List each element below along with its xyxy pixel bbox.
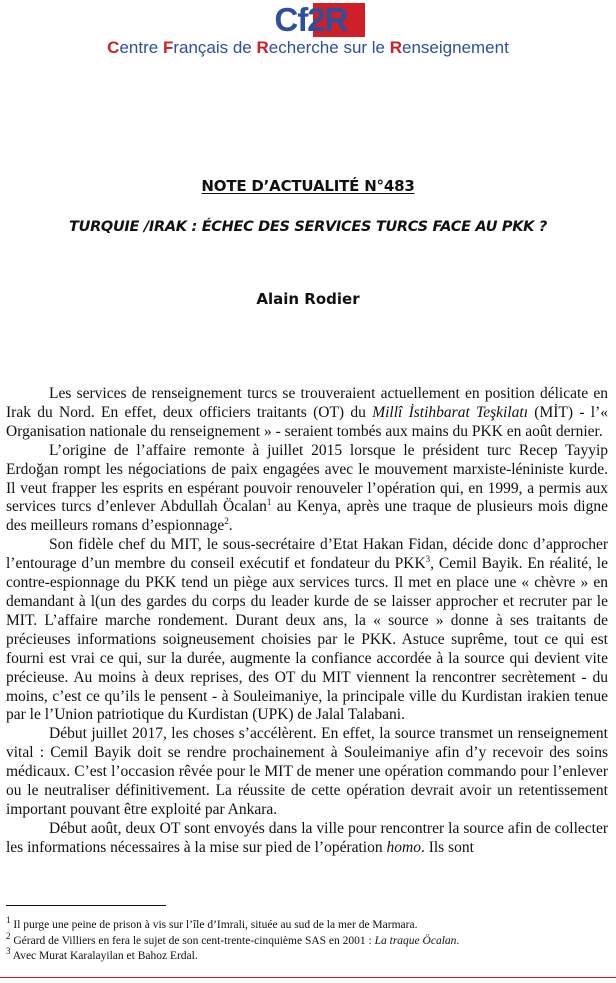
document-title: TURQUIE /IRAK : ÉCHEC DES SERVICES TURCS FACE AU PKK ? (69, 219, 547, 235)
article-body (6, 385, 608, 858)
org-word: enseignement (402, 38, 509, 57)
footnote: $^1$ Il purge une peine de prison à vis sur l’île d’Imrali, située au sud de la mer de Marmara. (6, 915, 418, 931)
org-word: echerche sur le (268, 38, 390, 57)
paragraph: Début août, deux OT sont envoyés dans la ville pour rencontrer la source afin de collecter les informations nécessaires à la mise sur pied de l’opération homo. Ils sont (6, 819, 608, 856)
organization-name (0, 38, 616, 58)
author-name: Alain Rodier (256, 290, 360, 308)
footnote-separator (6, 905, 166, 906)
paragraph: Les services de renseignement turcs se trouveraient actuellement en position délicate en Irak du Nord. En effet, deux officiers traitants (OT) du Millî İstihbarat Teşkilatı (MİT) - l’« Organisation nationale du renseignement » - seraient tombés aux mains du PKK en août dernier. (6, 385, 608, 440)
page-header (0, 0, 616, 62)
footnote-ref[interactable]: 1 (266, 497, 272, 508)
paragraph: Son fidèle chef du MIT, le sous-secrétaire d’Etat Hakan Fidan, décide donc d’approcher l’entourage d’un membre du conseil exécutif et fondateur du PKK$^3$, Cemil Bayik. En réalité, le contre-espionnage du PKK tend un piège aux services turcs. Il met en place une « chèvre » en demandant à l(un des gardes du corps du leader kurde de se laisser approcher et recruter par le MIT. L’affaire marche rondement. Durant deux ans, la « source » donne à ses traitants de précieuses informations soigneusement choisies par le PKK. Astuce suprême, tout ce qui est fourni est vrai ce qui, sur la durée, augmente la confiance accordée à la source qui devient vite précieuse. Au moins à deux reprises, des OT du MIT viennent la rencontrer secrètement - du moins, c’est ce qu’ils le pensent - à Souleimaniye, la principale ville du Kurdistan irakien tenue par le l’Union patriotique du Kurdistan (UPK) de Jalal Talabani. (6, 536, 608, 724)
page-bottom-rule (0, 977, 616, 978)
org-initial: R (256, 38, 269, 57)
footnote: $^3$ Avec Murat Karalayilan et Bahoz Erdal. (6, 946, 198, 962)
org-initial: C (107, 38, 120, 57)
org-initial: F (162, 38, 174, 57)
footnote-ref[interactable]: 3 (425, 554, 431, 564)
logo-text: Cf2R (274, 1, 348, 38)
footnotes (6, 915, 610, 965)
footnote-ref[interactable]: 2 (224, 516, 229, 527)
note-title: NOTE D’ACTUALITÉ N°483 (201, 177, 415, 195)
paragraph: L’origine de l’affaire remonte à juillet 2015 lorsque le président turc Recep Tayyip Erdoğan rompt les négociations de paix engagées avec le mouvement marxiste-léniniste kurde. Il veut frapper les esprits en espérant pouvoir renouveler l’opération qui, en 1999, a permis aux services turcs d’enlever Abdullah Öcalan$^1$ au Kenya, après une traque de plusieurs mois digne des meilleurs romans d’espionnage$^2$. (6, 441, 608, 535)
org-initial: R (389, 38, 403, 57)
org-word: entre (119, 38, 163, 57)
footnote: $^2$ Gérard de Villiers en fera le sujet de son cent-trente-cinquième SAS en 2001 : La traque Öcalan. (6, 930, 460, 947)
org-word: rançais de (173, 38, 257, 57)
paragraph: Début juillet 2017, les choses s’accélèrent. En effet, la source transmet un renseignement vital : Cemil Bayik doit se rendre prochainement à Souleimaniye afin d’y recevoir des soins médicaux. C’est l’occasion rêvée pour le MIT de mener une opération commando pour l’enlever ou le neutraliser définitivement. La réussite de cette opération devrait avoir un retentissement important pouvant être exploité par Ankara. (6, 725, 608, 818)
cf2r-logo (255, 3, 367, 37)
